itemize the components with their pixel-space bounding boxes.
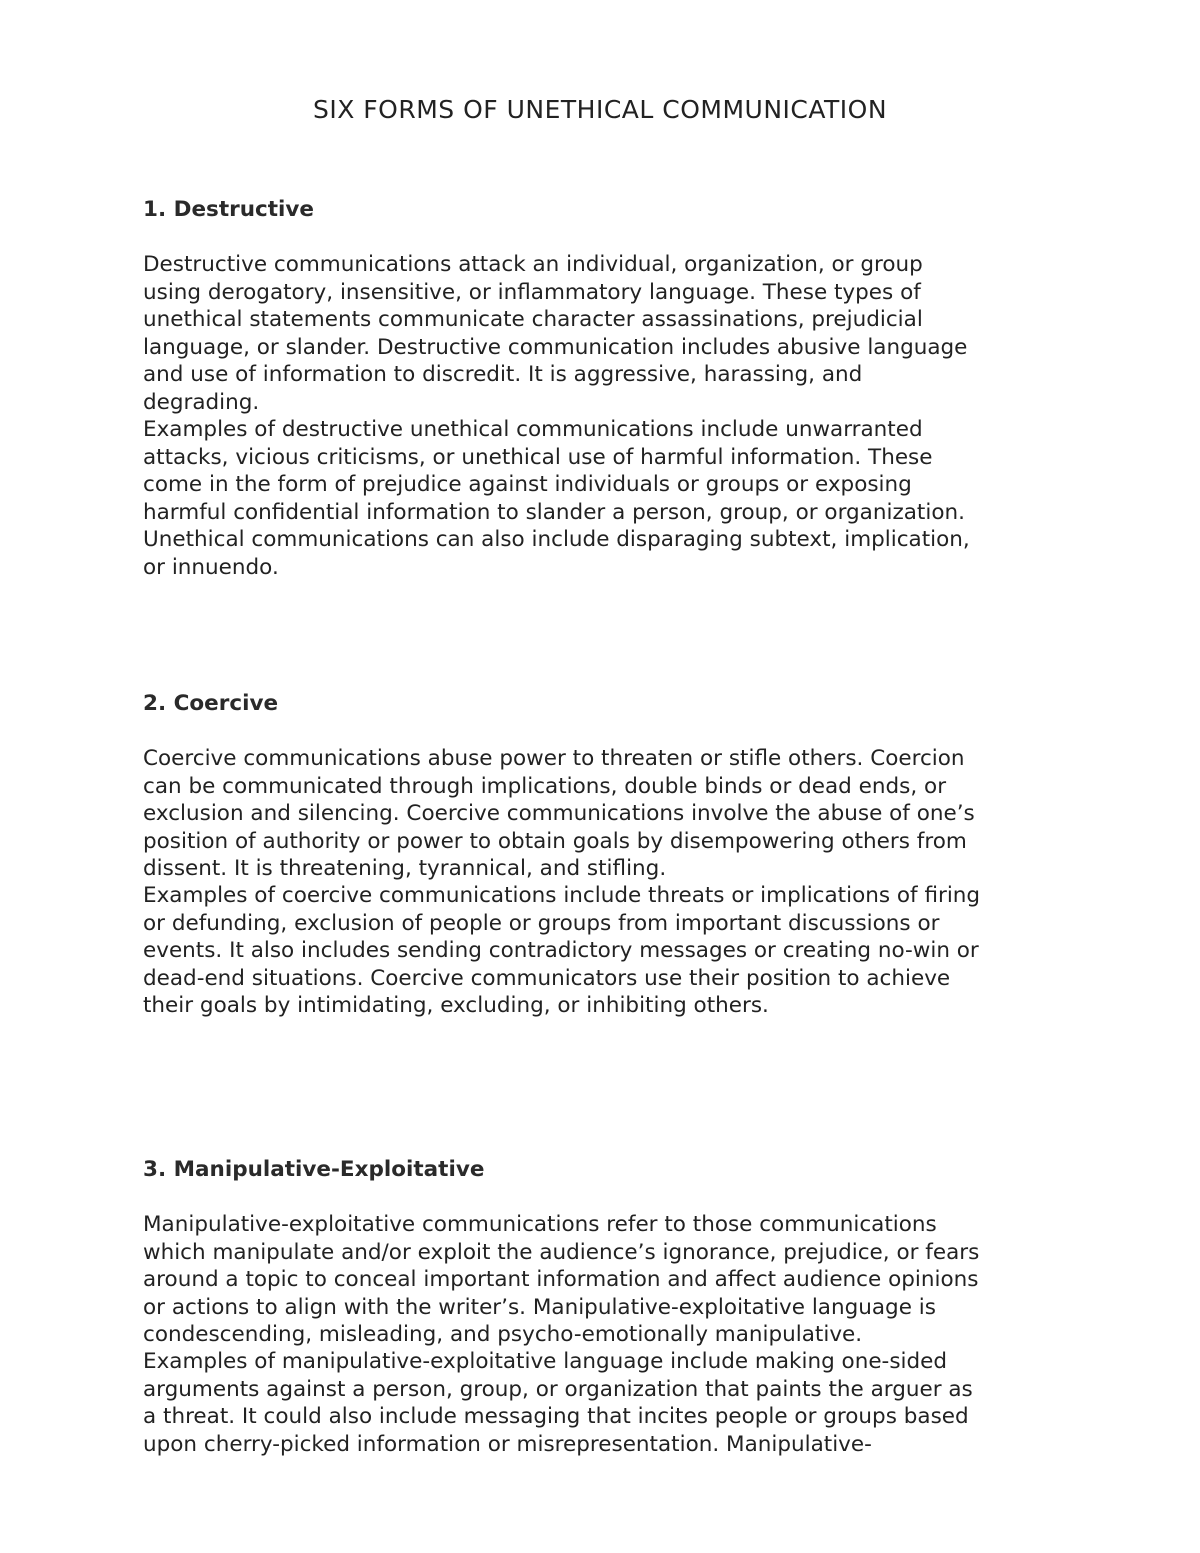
text-line: Examples of destructive unethical communications include unwarranted bbox=[143, 417, 923, 442]
text-line: dissent. It is threatening, tyrannical, and stifling. bbox=[143, 856, 667, 881]
document-title: SIX FORMS OF UNETHICAL COMMUNICATION bbox=[312, 95, 888, 124]
text-line: around a topic to conceal important information and affect audience opinions bbox=[143, 1267, 979, 1292]
section-destructive-paragraph-2 bbox=[143, 416, 1083, 581]
text-line: condescending, misleading, and psycho-emotionally manipulative. bbox=[143, 1322, 863, 1347]
text-line: Destructive communications attack an individual, organization, or group bbox=[143, 252, 923, 277]
text-line: their goals by intimidating, excluding, or inhibiting others. bbox=[143, 993, 769, 1018]
section-heading-manipulative-exploitative: 3. Manipulative-Exploitative bbox=[143, 1157, 485, 1182]
text-line: attacks, vicious criticisms, or unethical use of harmful information. These bbox=[143, 444, 933, 470]
text-line: Examples of coercive communications include threats or implications of firing bbox=[143, 883, 981, 908]
text-line: position of authority or power to obtain goals by disempowering others from bbox=[143, 828, 967, 854]
text-line: unethical statements communicate character assassinations, prejudicial bbox=[143, 307, 923, 332]
section-heading-destructive: 1. Destructive bbox=[143, 197, 315, 222]
text-line: upon cherry-picked information or misrepresentation. Manipulative- bbox=[143, 1431, 872, 1457]
text-line: Manipulative-exploitative communications refer to those communications bbox=[143, 1212, 937, 1237]
section-coercive-paragraph-2 bbox=[143, 882, 1083, 1020]
section-coercive-paragraph-1 bbox=[143, 745, 1083, 883]
text-line: which manipulate and/or exploit the audience’s ignorance, prejudice, or fears bbox=[143, 1239, 980, 1265]
text-line: Unethical communications can also include disparaging subtext, implication, bbox=[143, 527, 970, 552]
text-line: arguments against a person, group, or organization that paints the arguer as bbox=[143, 1376, 973, 1402]
section-destructive-paragraph-1 bbox=[143, 251, 1083, 416]
text-line: can be communicated through implications, double binds or dead ends, or bbox=[143, 773, 947, 799]
text-line: come in the form of prejudice against individuals or groups or exposing bbox=[143, 472, 912, 497]
text-line: Examples of manipulative-exploitative language include making one-sided bbox=[143, 1349, 948, 1374]
section-heading-coercive: 2. Coercive bbox=[143, 691, 279, 716]
text-line: dead-end situations. Coercive communicators use their position to achieve bbox=[143, 965, 951, 991]
text-line: exclusion and silencing. Coercive communications involve the abuse of one’s bbox=[143, 801, 975, 826]
section-manipulative-paragraph-1 bbox=[143, 1211, 1083, 1349]
text-line: harmful confidential information to slander a person, group, or organization. bbox=[143, 499, 965, 525]
text-line: using derogatory, insensitive, or inflammatory language. These types of bbox=[143, 279, 921, 305]
text-line: language, or slander. Destructive communication includes abusive language bbox=[143, 334, 968, 360]
text-line: or defunding, exclusion of people or groups from important discussions or bbox=[143, 910, 940, 936]
text-line: degrading. bbox=[143, 389, 260, 415]
text-line: or actions to align with the writer’s. Manipulative-exploitative language is bbox=[143, 1294, 936, 1320]
section-manipulative-paragraph-2 bbox=[143, 1348, 1083, 1458]
text-line: events. It also includes sending contradictory messages or creating no-win or bbox=[143, 938, 979, 963]
text-line: a threat. It could also include messaging that incites people or groups based bbox=[143, 1404, 969, 1429]
text-line: or innuendo. bbox=[143, 554, 279, 580]
text-line: and use of information to discredit. It is aggressive, harassing, and bbox=[143, 362, 863, 387]
text-line: Coercive communications abuse power to threaten or stifle others. Coercion bbox=[143, 746, 965, 771]
